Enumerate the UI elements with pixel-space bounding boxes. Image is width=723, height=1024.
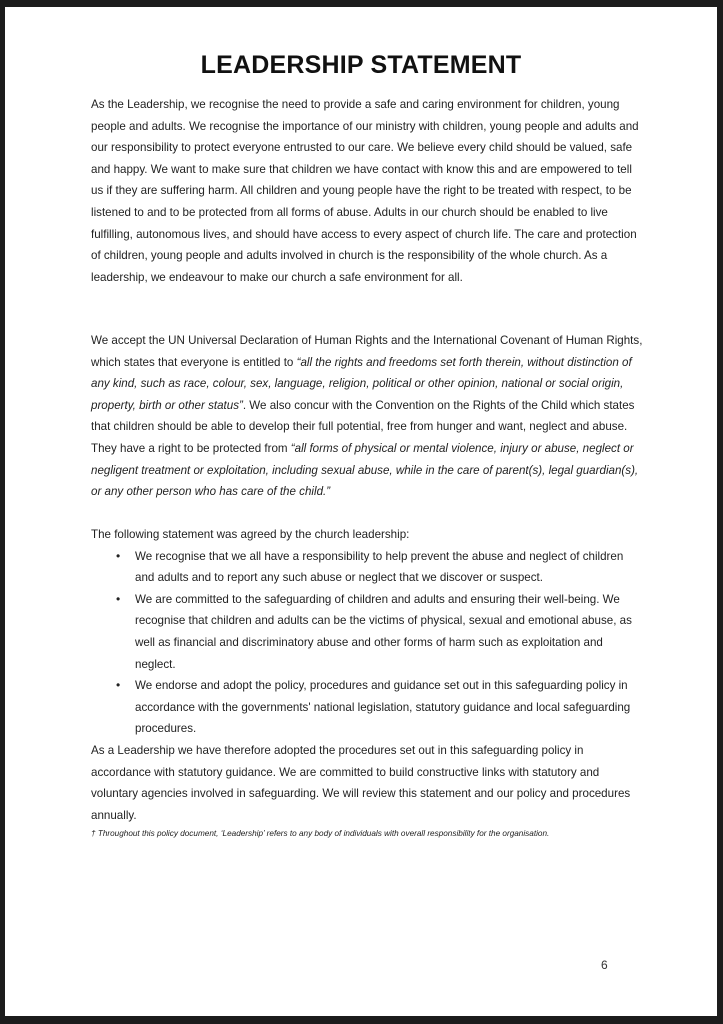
list-item-text: We recognise that we all have a responsibility to help prevent the abuse and neglect of children and adults and to report any such abuse or neglect that we discover or suspect. [135, 549, 624, 585]
intro-paragraph [91, 94, 643, 288]
page-title: LEADERSHIP STATEMENT [200, 51, 522, 79]
list-item [91, 546, 643, 589]
paragraph-text: As the Leadership, we recognise the need to provide a safe and caring environment for children, young people and adults. We recognise the importance of our ministry with children, young people and adults and our responsibility to protect everyone entrusted to our care. We believe every child should be valued, safe and happy. We want to make sure that children we have contact with know this and are empowered to tell us if they are suffering harm. All children and young people have the right to be treated with respect, to be listened to and to be protected from all forms of abuse. Adults in our church should be enabled to live fulfilling, autonomous lives, and should have access to every aspect of church life. The care and protection of children, young people and adults involved in church is the responsibility of the whole church. As a leadership, we endeavour to make our church a safe environment for all. [91, 98, 639, 284]
list-item-text: We are committed to the safeguarding of children and adults and ensuring their well-being. We recognise that children and adults can be the victims of physical, sexual and emotional abuse, as well as financial and discriminatory abuse and other forms of harm such as exploitation and neglect. [135, 592, 632, 671]
statement-intro: The following statement was agreed by the church leadership: [91, 528, 410, 541]
quote-udhr: “all the rights and freedoms set forth therein, without distinction of any kind, such as race, colour, sex, language, religion, political or other opinion, national or social origin, property, birth or other status” [91, 355, 632, 412]
bullet-icon: • [116, 678, 121, 693]
statement-list [91, 546, 643, 740]
list-item-text: We endorse and adopt the policy, procedures and guidance set out in this safeguarding policy in accordance with the governments' national legislation, statutory guidance and local safeguarding procedures. [135, 679, 631, 736]
footnote: † Throughout this policy document, ‘Leadership’ refers to any body of individuals with overall responsibility for the organisation. [91, 829, 550, 838]
bullet-icon: • [116, 591, 121, 606]
statement-section [91, 524, 643, 740]
paragraph-text: As a Leadership we have therefore adopted the procedures set out in this safeguarding policy in accordance with statutory guidance. We are committed to build constructive links with statutory and voluntary agencies involved in safeguarding. We will review this statement and our policy and procedures annually. [91, 744, 631, 822]
paragraph-text [91, 330, 643, 503]
paragraph-text-part: We accept the UN Universal Declaration of Human Rights and the International Covenant of Human Rights, which states that everyone is entitled to [91, 334, 643, 369]
closing-paragraph [91, 740, 643, 826]
document-page [5, 7, 717, 1016]
list-item [91, 675, 643, 740]
paragraph-text-part: . We also concur with the Convention on the Rights of the Child which states that children should be able to develop their full potential, free from hunger and want, neglect and abuse. They have a right to be protected from [91, 398, 635, 455]
human-rights-paragraph [91, 330, 643, 503]
bullet-icon: • [116, 548, 121, 563]
list-item [91, 589, 643, 675]
quote-crc: “all forms of physical or mental violence, injury or abuse, neglect or negligent treatment or exploitation, including sexual abuse, while in the care of parent(s), legal guardian(s), or any other person who has care of the child.” [91, 441, 639, 499]
page-number: 6 [601, 958, 608, 972]
